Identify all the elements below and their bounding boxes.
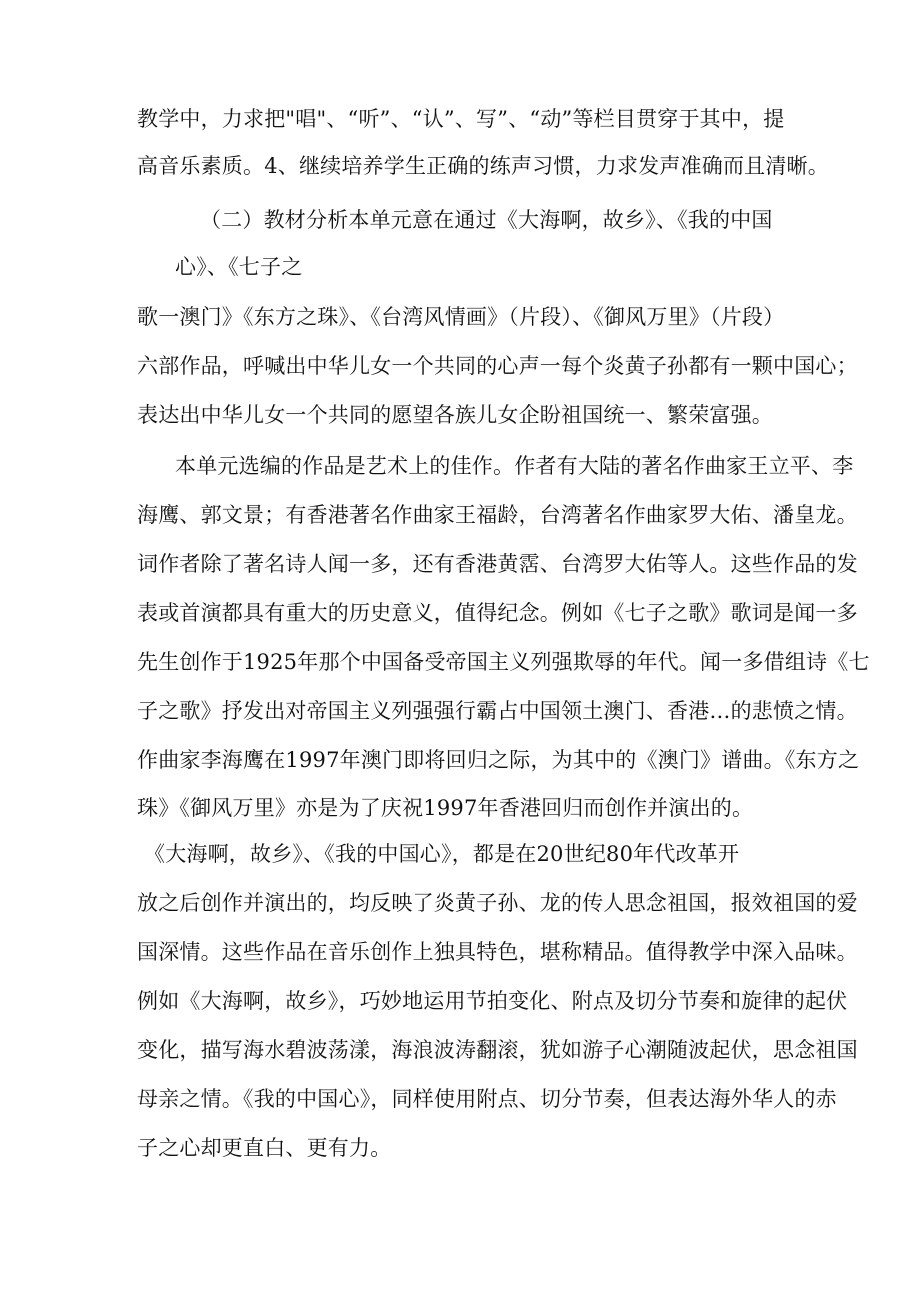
text-line: 教学中，力求把"唱"、“听”、“认”、写”、“动”等栏目贯穿于其中，提 <box>137 107 785 131</box>
text-line: 先生创作于1925年那个中国备受帝国主义列强欺辱的年代。闻一多借组诗《七 <box>137 650 870 674</box>
paragraph-start-line: 《大海啊，故乡》、《我的中国心》，都是在20世纪80年代改革开 <box>144 842 740 866</box>
text-line: 高音乐素质。4、继续培养学生正确的练声习惯，力求发声准确而且清晰。 <box>137 154 829 178</box>
section-heading-line: （二）教材分析本单元意在通过《大海啊，故乡》、《我的中国 <box>200 208 773 232</box>
paragraph-start-line: 本单元选编的作品是艺术上的佳作。作者有大陆的著名作曲家王立平、李 <box>175 454 854 478</box>
text-line: 六部作品，呼喊出中华儿女一个共同的心声一每个炎黄子孙都有一颗中国心； <box>137 354 858 378</box>
text-line: 海鹰、郭文景；有香港著名作曲家王福龄，台湾著名作曲家罗大佑、潘皇龙。 <box>137 503 858 527</box>
text-line: 子之心却更直白、更有力。 <box>137 1136 392 1160</box>
text-line: 心》、《七子之 <box>175 255 303 279</box>
text-line: 国深情。这些作品在音乐创作上独具特色，堪称精品。值得教学中深入品味。 <box>137 940 858 964</box>
text-line: 珠》《御风万里》亦是为了庆祝1997年香港回归而创作并演出的。 <box>137 796 754 820</box>
text-line: 表达出中华儿女一个共同的愿望各族儿女企盼祖国统一、繁荣富强。 <box>137 403 773 427</box>
text-line: 变化，描写海水碧波荡漾，海浪波涛翻滚，犹如游子心潮随波起伏，思念祖国 <box>137 1038 858 1062</box>
text-line: 表或首演都具有重大的历史意义，值得纪念。例如《七子之歌》歌词是闻一多 <box>137 601 858 625</box>
text-line: 母亲之情。《我的中国心》，同样使用附点、切分节奏，但表达海外华人的赤 <box>137 1087 837 1111</box>
text-line: 歌一澳门》《东方之珠》、《台湾风情画》（片段）、《御风万里》（片段） <box>137 305 785 329</box>
text-line: 例如《大海啊，故乡》，巧妙地运用节拍变化、附点及切分节奏和旋律的起伏 <box>137 989 848 1013</box>
text-line: 放之后创作并演出的，均反映了炎黄子孙、龙的传人思念祖国，报效祖国的爱 <box>137 891 858 915</box>
text-line: 词作者除了著名诗人闻一多，还有香港黄霑、台湾罗大佑等人。这些作品的发 <box>137 552 858 576</box>
text-line: 作曲家李海鹰在1997年澳门即将回归之际，为其中的《澳门》谱曲。《东方之 <box>137 748 860 772</box>
text-line: 子之歌》抒发出对帝国主义列强强行霸占中国领土澳门、香港…的悲愤之情。 <box>137 699 858 723</box>
